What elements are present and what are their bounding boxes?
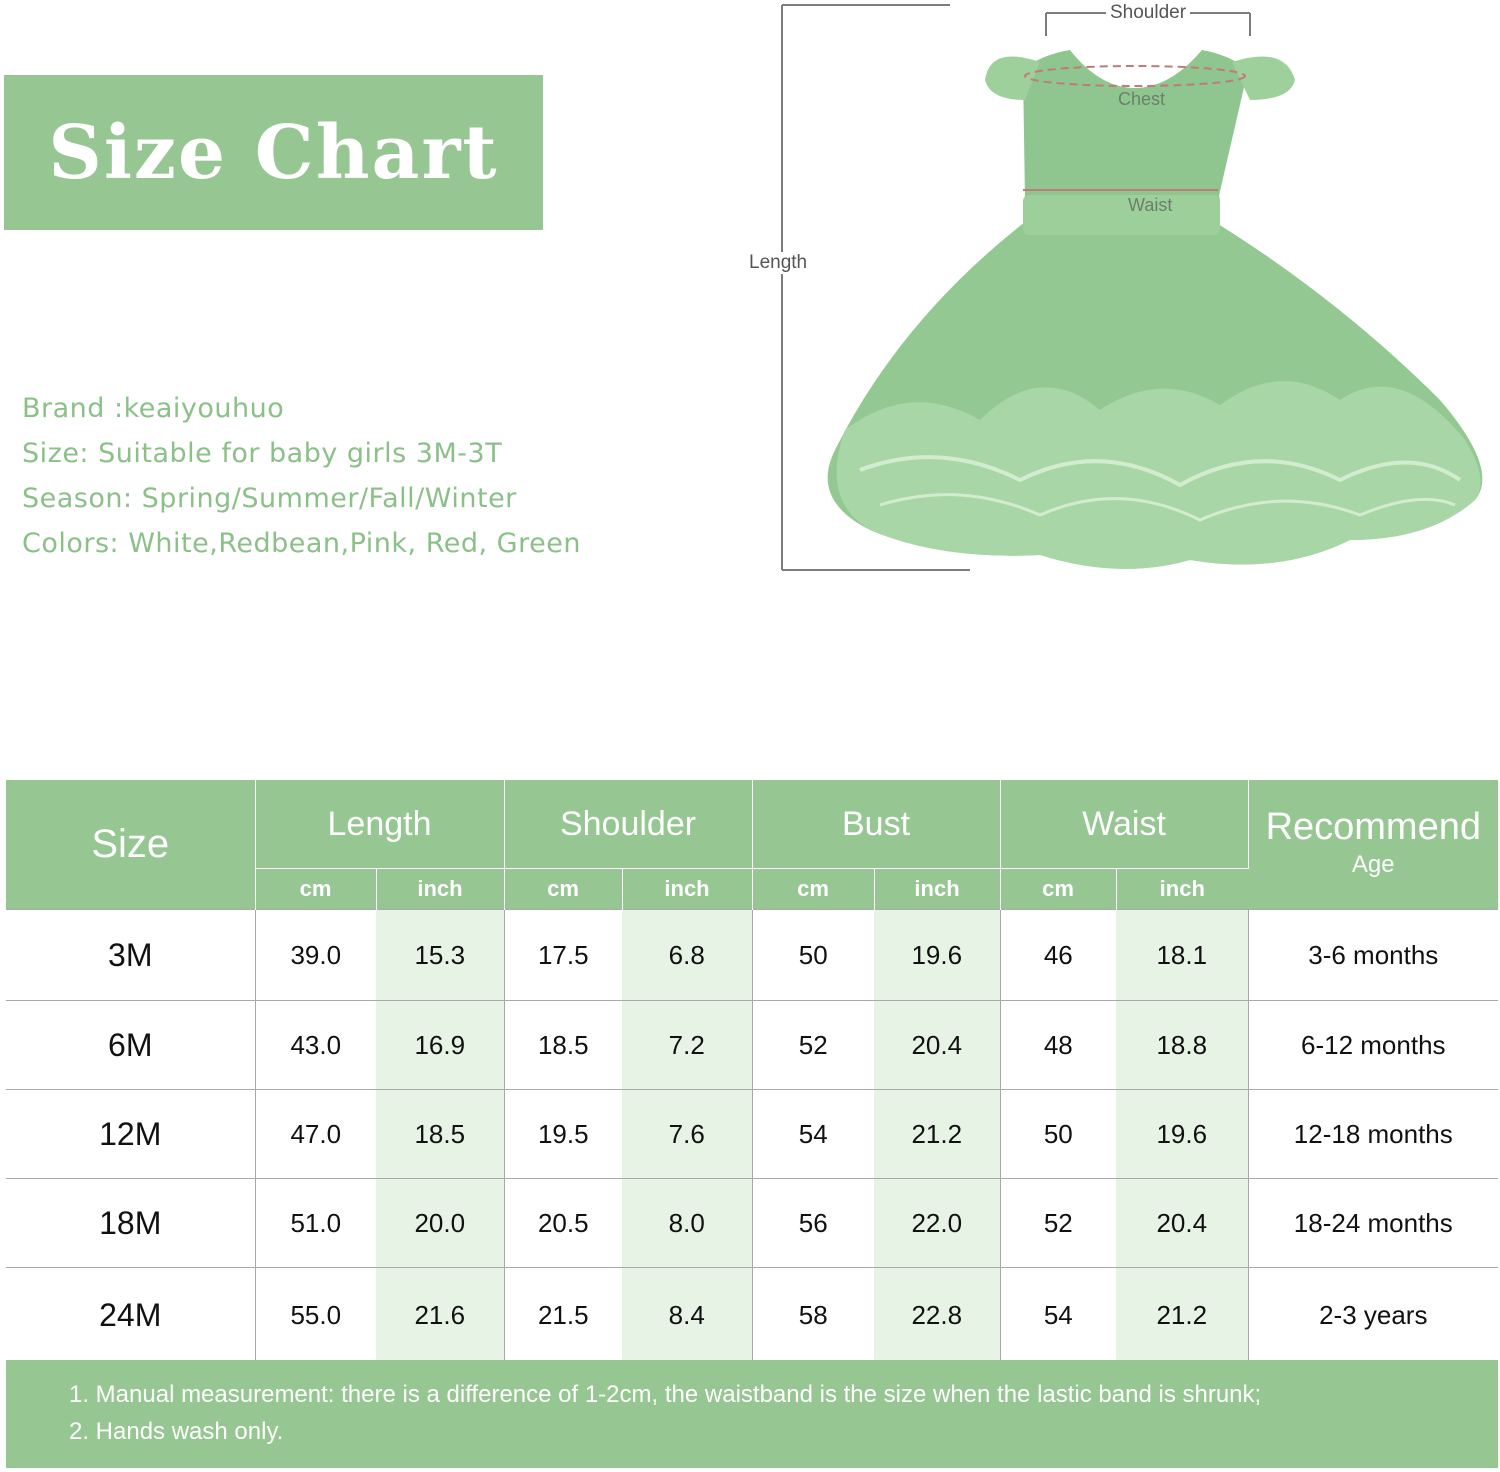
colors-text: Colors: White,Redbean,Pink, Red, Green: [22, 528, 581, 559]
size-cell: 3M: [6, 910, 255, 1001]
size-cell: 6M: [6, 1001, 255, 1090]
waist-cm-cell: 54: [1000, 1268, 1116, 1364]
waist-inch-cell: 18.8: [1116, 1001, 1248, 1090]
age-cell: 2-3 years: [1248, 1268, 1498, 1364]
dress-measurement-diagram: [740, 0, 1500, 590]
header-waist-inch: inch: [1116, 869, 1248, 910]
length-inch-cell: 15.3: [376, 910, 504, 1001]
age-cell: 18-24 months: [1248, 1179, 1498, 1268]
shoulder-inch-cell: 8.4: [622, 1268, 752, 1364]
header-shoulder-cm: cm: [504, 869, 622, 910]
header-bust-inch: inch: [874, 869, 1000, 910]
table-row: [6, 1179, 1498, 1268]
header-age: Age: [1351, 850, 1395, 878]
waist-inch-cell: 20.4: [1116, 1179, 1248, 1268]
note-measurement: 1. Manual measurement: there is a difference of 1-2cm, the waistband is the size when the lastic band is shrunk;: [69, 1381, 1262, 1408]
header-waist-cm: cm: [1000, 869, 1116, 910]
shoulder-cm-cell: 17.5: [504, 910, 622, 1001]
waist-label: Waist: [1128, 195, 1173, 215]
waist-inch-cell: 19.6: [1116, 1090, 1248, 1179]
shoulder-cm-cell: 21.5: [504, 1268, 622, 1364]
waist-cm-cell: 52: [1000, 1179, 1116, 1268]
shoulder-inch-cell: 7.2: [622, 1001, 752, 1090]
table-row: [6, 1090, 1498, 1179]
size-cell: 24M: [6, 1268, 255, 1364]
length-cm-cell: 39.0: [255, 910, 376, 1001]
waist-cm-cell: 50: [1000, 1090, 1116, 1179]
header-shoulder-inch: inch: [622, 869, 752, 910]
header-waist: Waist: [1000, 780, 1248, 869]
header-bust: Bust: [752, 780, 1000, 869]
size-cell: 12M: [6, 1090, 255, 1179]
waist-cm-cell: 48: [1000, 1001, 1116, 1090]
table-row: [6, 1001, 1498, 1090]
bust-cm-cell: 54: [752, 1090, 874, 1179]
waist-inch-cell: 21.2: [1116, 1268, 1248, 1364]
header-length-cm: cm: [255, 869, 376, 910]
header-size: Size: [6, 780, 255, 910]
shoulder-inch-cell: 6.8: [622, 910, 752, 1001]
length-inch-cell: 18.5: [376, 1090, 504, 1179]
length-cm-cell: 47.0: [255, 1090, 376, 1179]
age-cell: 12-18 months: [1248, 1090, 1498, 1179]
bust-inch-cell: 22.0: [874, 1179, 1000, 1268]
note-washing: 2. Hands wash only.: [69, 1418, 284, 1445]
bust-cm-cell: 56: [752, 1179, 874, 1268]
length-inch-cell: 20.0: [376, 1179, 504, 1268]
chest-label: Chest: [1118, 89, 1166, 109]
shoulder-cm-cell: 20.5: [504, 1179, 622, 1268]
product-info: [22, 386, 581, 566]
bust-inch-cell: 21.2: [874, 1090, 1000, 1179]
length-cm-cell: 43.0: [255, 1001, 376, 1090]
length-label: Length: [745, 252, 811, 274]
length-cm-cell: 51.0: [255, 1179, 376, 1268]
bust-cm-cell: 58: [752, 1268, 874, 1364]
title-banner: [4, 75, 543, 230]
bust-cm-cell: 50: [752, 910, 874, 1001]
header-recommend-age: [1248, 780, 1498, 910]
bust-inch-cell: 22.8: [874, 1268, 1000, 1364]
shoulder-cm-cell: 19.5: [504, 1090, 622, 1179]
size-text: Size: Suitable for baby girls 3M-3T: [22, 438, 503, 469]
bust-cm-cell: 52: [752, 1001, 874, 1090]
header-shoulder: Shoulder: [504, 780, 752, 869]
brand-text: Brand :keaiyouhuo: [22, 393, 285, 424]
size-table: [6, 780, 1498, 1364]
age-cell: 6-12 months: [1248, 1001, 1498, 1090]
bust-inch-cell: 19.6: [874, 910, 1000, 1001]
length-cm-cell: 55.0: [255, 1268, 376, 1364]
table-row: [6, 1268, 1498, 1364]
season-text: Season: Spring/Summer/Fall/Winter: [22, 483, 517, 514]
length-inch-cell: 21.6: [376, 1268, 504, 1364]
shoulder-inch-cell: 8.0: [622, 1179, 752, 1268]
header-recommend: Recommend: [1265, 805, 1481, 848]
waist-cm-cell: 46: [1000, 910, 1116, 1001]
header-length-inch: inch: [376, 869, 504, 910]
bust-inch-cell: 20.4: [874, 1001, 1000, 1090]
notes-panel: [6, 1360, 1498, 1468]
header-bust-cm: cm: [752, 869, 874, 910]
age-cell: 3-6 months: [1248, 910, 1498, 1001]
size-cell: 18M: [6, 1179, 255, 1268]
shoulder-cm-cell: 18.5: [504, 1001, 622, 1090]
length-inch-cell: 16.9: [376, 1001, 504, 1090]
page-title: Size Chart: [48, 109, 499, 196]
shoulder-inch-cell: 7.6: [622, 1090, 752, 1179]
header-length: Length: [255, 780, 504, 869]
waist-inch-cell: 18.1: [1116, 910, 1248, 1001]
shoulder-label: Shoulder: [1106, 2, 1190, 24]
table-row: [6, 910, 1498, 1001]
